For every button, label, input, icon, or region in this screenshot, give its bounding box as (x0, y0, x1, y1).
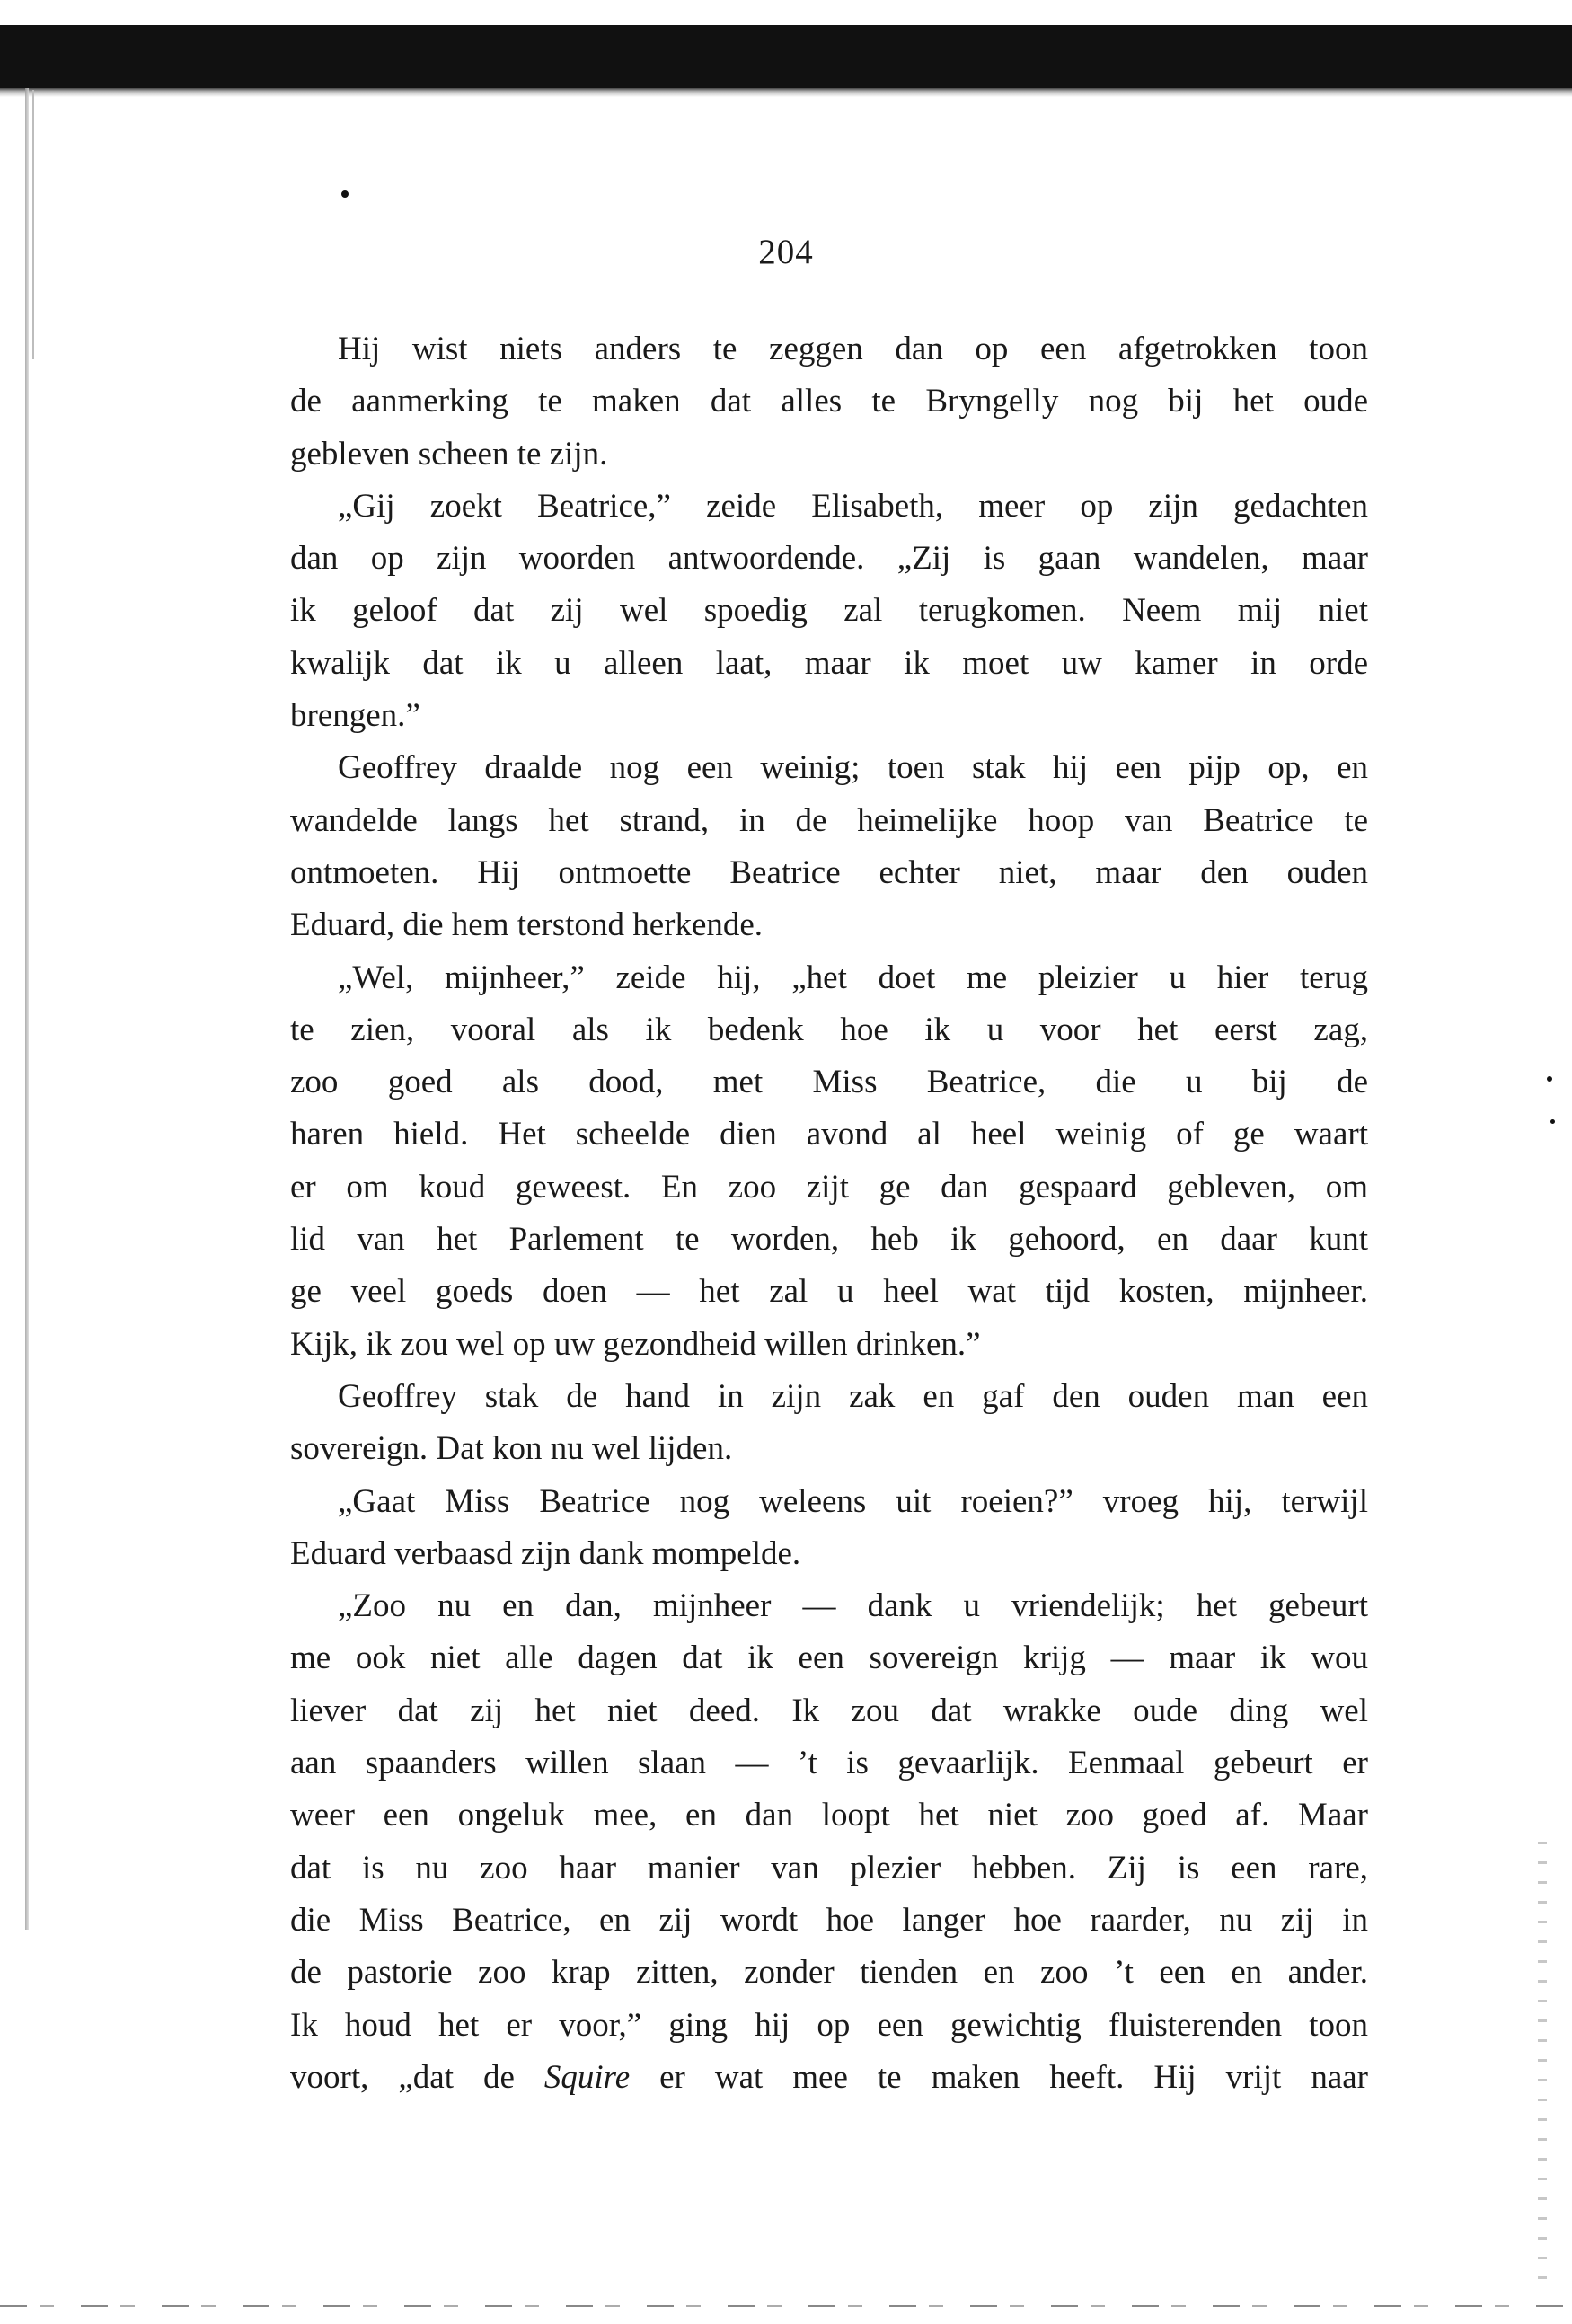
scan-top-band (0, 25, 1572, 88)
text-line: wandelde langs het strand, in de heimelijke hoop van Beatrice te (290, 801, 1368, 839)
text-line: Kijk, ik zou wel op uw gezondheid willen drinken.” (290, 1325, 981, 1363)
text-line: ontmoeten. Hij ontmoette Beatrice echter niet, maar den ouden (290, 853, 1368, 891)
scan-bottom-edge (0, 2305, 1572, 2307)
text-line: „Gaat Miss Beatrice nog weleens uit roeien?” vroeg hij, terwijl (338, 1482, 1368, 1520)
text-line: ik geloof dat zij wel spoedig zal terugkomen. Neem mij niet (290, 592, 1368, 630)
page-number: 204 (758, 233, 814, 271)
text-line: kwalijk dat ik u alleen laat, maar ik moet uw kamer in orde (290, 644, 1368, 682)
text-line-final (290, 2052, 1368, 2104)
scan-binding-edge (25, 88, 29, 1930)
text-line: dat is nu zoo haar manier van plezier hebben. Zij is een rare, (290, 1849, 1368, 1887)
scan-right-speckles (1538, 1842, 1547, 2291)
text-line: Ik houd het er voor,” ging hij op een gewichtig fluisterenden toon (290, 2006, 1368, 2044)
text-line: „Wel, mijnheer,” zeide hij, „het doet me pleizier u hier terug (338, 959, 1368, 996)
body-text (290, 323, 1368, 2104)
text-line: „Gij zoekt Beatrice,” zeide Elisabeth, meer op zijn gedachten (338, 487, 1368, 525)
text-line: ge veel goeds doen — het zal u heel wat tijd kosten, mijnheer. (290, 1273, 1368, 1311)
text-line: „Zoo nu en dan, mijnheer — dank u vriendelijk; het gebeurt (338, 1587, 1368, 1625)
text-segment: voort, „dat de (290, 2058, 544, 2096)
text-line: de pastorie zoo krap zitten, zonder tienden en zoo ’t een en ander. (290, 1954, 1368, 1992)
text-line: dan op zijn woorden antwoordende. „Zij is gaan wandelen, maar (290, 540, 1368, 578)
text-line: brengen.” (290, 697, 420, 735)
text-line: sovereign. Dat kon nu wel lijden. (290, 1430, 733, 1468)
text-line: aan spaanders willen slaan — ’t is gevaarlijk. Eenmaal gebeurt er (290, 1745, 1368, 1782)
scan-top-band-shadow (0, 88, 1572, 97)
scan-dot-right (1547, 1076, 1552, 1082)
text-line: gebleven scheen te zijn. (290, 435, 608, 473)
scan-dot-right-2 (1550, 1119, 1555, 1124)
text-line: Geoffrey draalde nog een weinig; toen stak hij een pijp op, en (338, 749, 1368, 787)
text-line: me ook niet alle dagen dat ik een sovereign krijg — maar ik wou (290, 1639, 1368, 1677)
text-line: die Miss Beatrice, en zij wordt hoe langer hoe raarder, nu zij in (290, 1901, 1368, 1939)
text-line: Geoffrey stak de hand in zijn zak en gaf den ouden man een (338, 1377, 1368, 1415)
text-line: Hij wist niets anders te zeggen dan op een afgetrokken toon (338, 331, 1368, 367)
text-line: liever dat zij het niet deed. Ik zou dat wrakke oude ding wel (290, 1692, 1368, 1729)
scan-dot-top (341, 190, 349, 198)
text-line: de aanmerking te maken dat alles te Bryngelly nog bij het oude (290, 383, 1368, 420)
text-line: er om koud geweest. En zoo zijt ge dan gespaard gebleven, om (290, 1168, 1368, 1206)
text-line: te zien, vooral als ik bedenk hoe ik u voor het eerst zag, (290, 1011, 1368, 1048)
text-line: lid van het Parlement te worden, heb ik gehoord, en daar kunt (290, 1221, 1368, 1259)
text-line: Eduard, die hem terstond herkende. (290, 906, 764, 944)
italic-word: Squire (543, 2058, 631, 2096)
text-line: Eduard verbaasd zijn dank mompelde. (290, 1534, 801, 1572)
scan-binding-mark (32, 90, 34, 359)
text-line: zoo goed als dood, met Miss Beatrice, die u bij de (290, 1064, 1368, 1101)
text-line: weer een ongeluk mee, en dan loopt het niet zoo goed af. Maar (290, 1797, 1368, 1834)
text-line: haren hield. Het scheelde dien avond al heel weinig of ge waart (290, 1116, 1368, 1153)
text-segment: er wat mee te maken heeft. Hij vrijt naar (630, 2058, 1368, 2096)
